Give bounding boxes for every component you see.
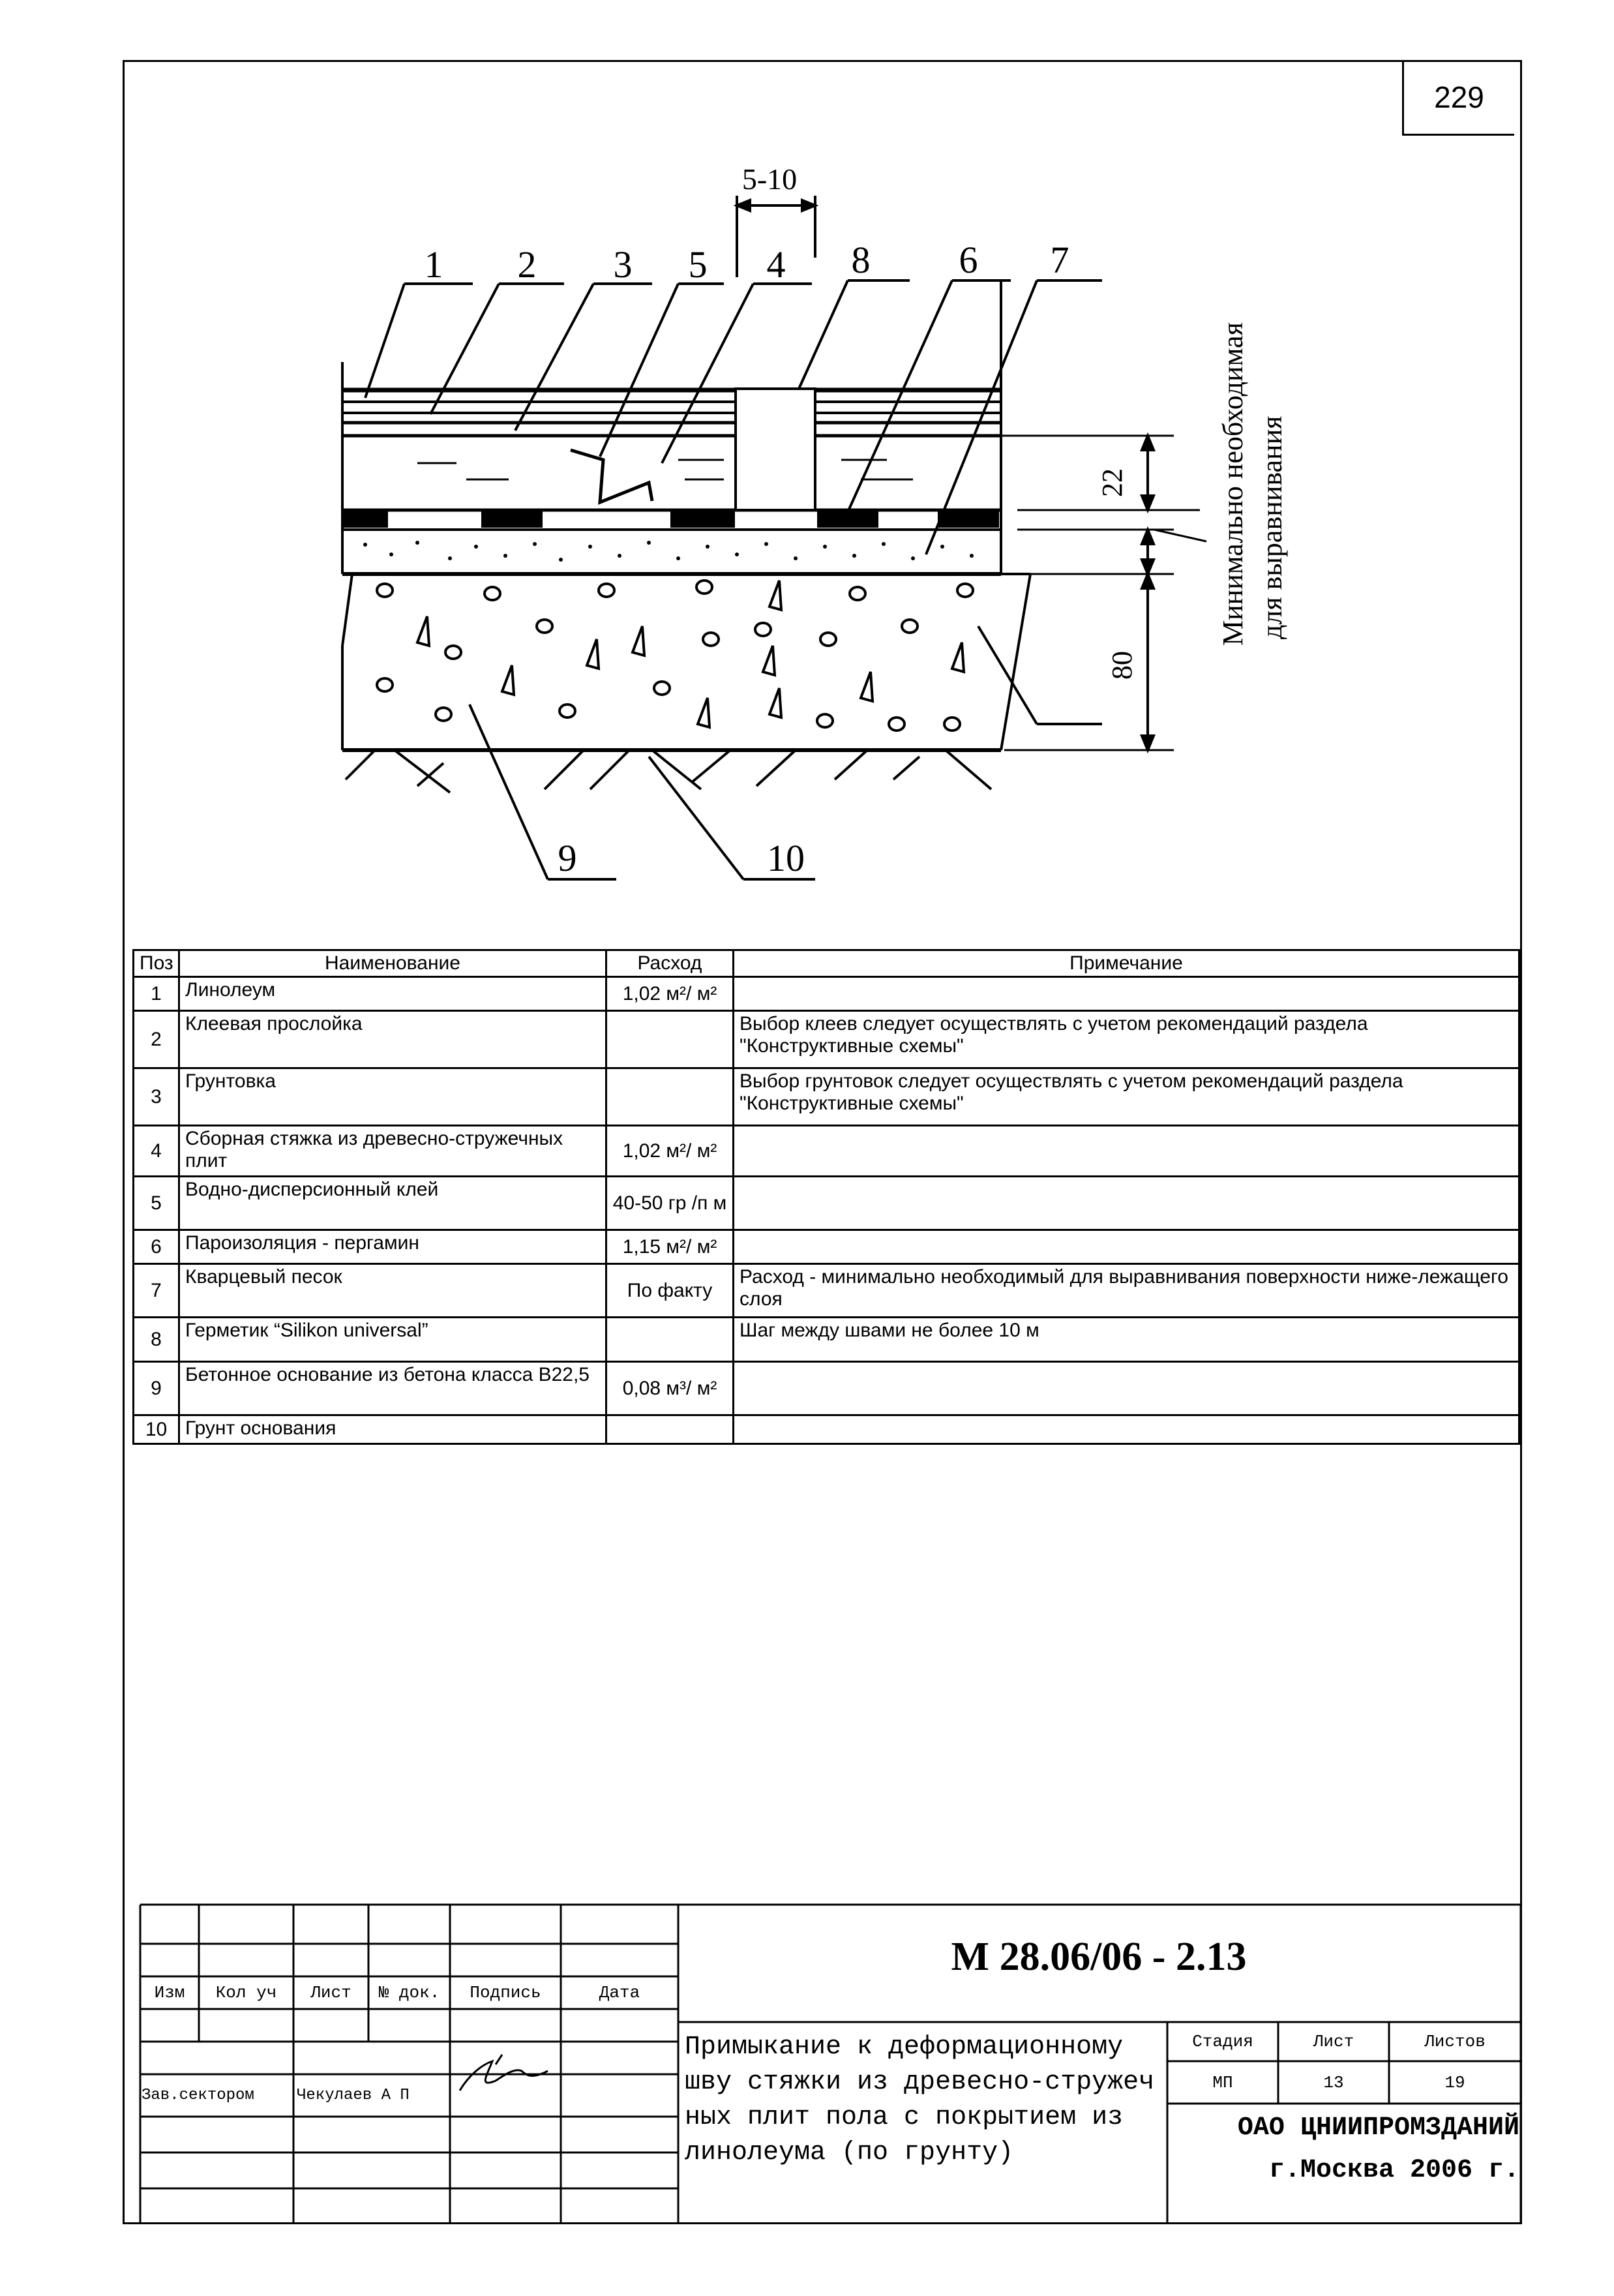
header-rate: Расход [606, 950, 734, 977]
header-note: Примечание [734, 950, 1519, 977]
sheets-label: Листов [1424, 2032, 1486, 2051]
gap-dimension: 5-10 [741, 162, 798, 196]
callout-9: 9 [558, 837, 577, 879]
row-rate: 0,08 м³/ м² [606, 1362, 734, 1415]
row-name: Пароизоляция - пергамин [179, 1230, 606, 1264]
row-pos: 4 [134, 1126, 179, 1177]
base-dimension: 80 [1106, 651, 1138, 680]
layer-dimension: 22 [1096, 468, 1128, 497]
col-date: Дата [599, 1983, 640, 2002]
col-kol-uch: Кол уч [215, 1983, 277, 2002]
callout-3: 3 [613, 243, 633, 286]
city-year: г.Москва 2006 г. [1268, 2156, 1519, 2185]
drawing-title-line4: линолеума (по грунту) [685, 2138, 1014, 2168]
row-pos: 5 [134, 1177, 179, 1230]
role-label: Зав.сектором [142, 2087, 254, 2104]
row-rate: По факту [606, 1264, 734, 1318]
callout-6: 6 [959, 239, 978, 281]
row-rate: 1,02 м²/ м² [606, 1126, 734, 1177]
organization-name: ОАО ЦНИИПРОМЗДАНИЙ [1237, 2113, 1519, 2143]
person-name: Чекулаев А П [297, 2087, 410, 2104]
row-pos: 3 [134, 1068, 179, 1126]
header-name: Наименование [179, 950, 606, 977]
row-pos: 10 [134, 1415, 179, 1444]
row-name: Клеевая прослойка [179, 1011, 606, 1068]
row-pos: 7 [134, 1264, 179, 1318]
sheet-value: 13 [1323, 2072, 1344, 2092]
header-pos: Поз [134, 950, 179, 977]
callout-7: 7 [1050, 239, 1069, 281]
callout-10: 10 [767, 837, 805, 879]
row-name: Водно-дисперсионный клей [179, 1177, 606, 1230]
row-name: Герметик “Silikon universal” [179, 1318, 606, 1362]
row-name: Грунт основания [179, 1415, 606, 1444]
row-name: Сборная стяжка из древесно-стружечных плит [179, 1126, 606, 1177]
row-pos: 1 [134, 977, 179, 1011]
drawing-title-line3: ных плит пола с покрытием из [685, 2103, 1124, 2132]
callout-4: 4 [766, 243, 786, 286]
side-note-line2: для выравнивания [1256, 415, 1288, 639]
row-rate: 1,15 м²/ м² [606, 1230, 734, 1264]
callout-2: 2 [517, 243, 537, 286]
row-name: Бетонное основание из бетона класса В22,5 [179, 1362, 606, 1415]
col-signature: Подпись [470, 1983, 541, 2002]
row-pos: 8 [134, 1318, 179, 1362]
row-name: Кварцевый песок [179, 1264, 606, 1318]
sheets-value: 19 [1444, 2072, 1465, 2092]
row-pos: 9 [134, 1362, 179, 1415]
callout-8: 8 [851, 239, 871, 281]
row-note: Выбор клеев следует осуществлять с учетом рекомендаций раздела "Конструктивные схемы" [734, 1011, 1519, 1068]
col-doc-no: № док. [378, 1983, 440, 2002]
row-name: Грунтовка [179, 1068, 606, 1126]
row-name: Линолеум [179, 977, 606, 1011]
row-pos: 2 [134, 1011, 179, 1068]
sheet-label: Лист [1313, 2032, 1354, 2051]
sheet-number: 229 [1402, 60, 1514, 136]
row-note: Выбор грунтовок следует осуществлять с учетом рекомендаций раздела "Конструктивные схемы" [734, 1068, 1519, 1126]
row-rate: 40-50 гр /п м [606, 1177, 734, 1230]
row-pos: 6 [134, 1230, 179, 1264]
row-note: Шаг между швами не более 10 м [734, 1318, 1519, 1362]
col-izm: Изм [154, 1983, 185, 2002]
stage-label: Стадия [1192, 2032, 1253, 2051]
col-list: Лист [310, 1983, 351, 2002]
side-note-line1: Минимально необходимая [1217, 322, 1249, 646]
stage-value: МП [1212, 2072, 1233, 2092]
callout-1: 1 [424, 243, 443, 286]
drawing-title-line2: шву стяжки из древесно-стружеч [685, 2068, 1155, 2097]
callout-5: 5 [688, 243, 708, 286]
document-code: М 28.06/06 - 2.13 [951, 1934, 1247, 1979]
drawing-title-line1: Примыкание к деформационному [685, 2032, 1124, 2062]
row-rate: 1,02 м²/ м² [606, 977, 734, 1011]
row-note: Расход - минимально необходимый для выравнивания поверхности ниже-лежащего слоя [734, 1264, 1519, 1318]
drawing-title [685, 2030, 1167, 2171]
